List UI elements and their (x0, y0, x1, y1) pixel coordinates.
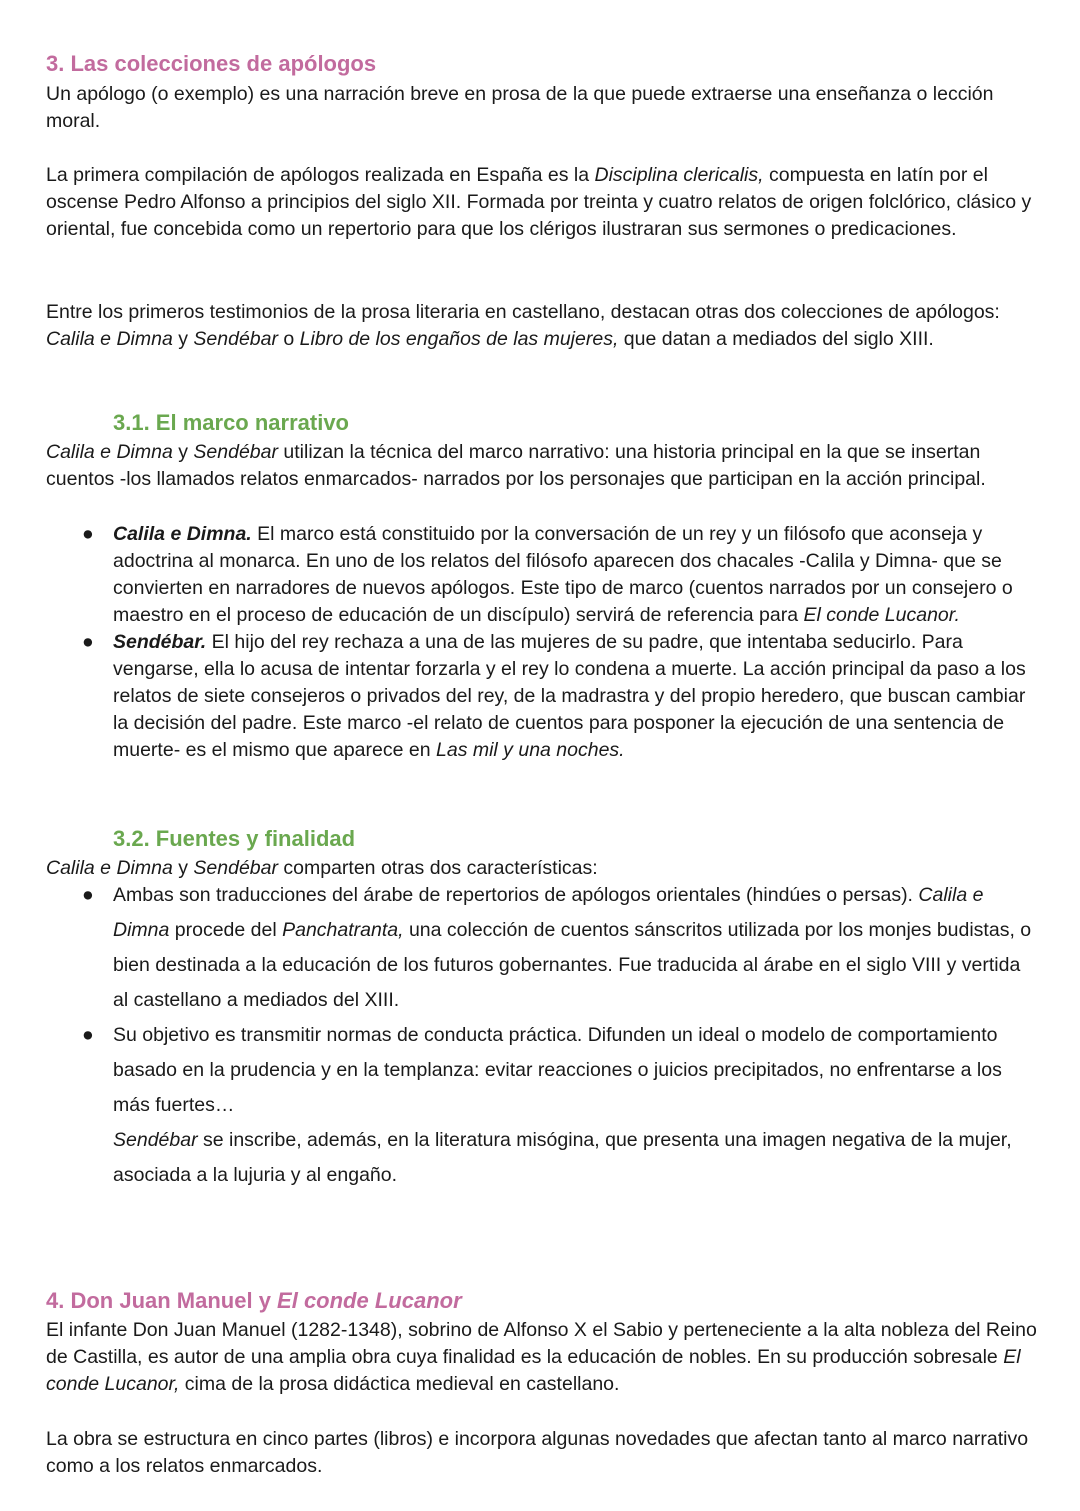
section-3-2-intro: Calila e Dimna y Sendébar comparten otras dos características: (46, 857, 598, 879)
list-item: ● Su objetivo es transmitir normas de conducta práctica. Difunden un ideal o modelo de comportamiento basado en la prudencia y en la templanza: evitar reacciones o juicios precipitados, no enfrentarse a los más fuertes… Sendébar se inscribe, además, en la literatura misógina, que presenta una imagen negativa de la mujer, asociada a la lujuria y al engaño. (46, 1018, 1036, 1193)
bullet-icon: ● (82, 884, 94, 906)
bullet-icon: ● (82, 523, 94, 545)
section-3-paragraph-3: Entre los primeros testimonios de la prosa literaria en castellano, destacan otras dos colecciones de apólogos: Calila e Dimna y Sendébar o Libro de los engaños de las mujeres, que datan a mediados del siglo XIII. (46, 301, 1000, 350)
section-3-1-bullet-list (46, 521, 1036, 764)
section-3-paragraph-2: La primera compilación de apólogos realizada en España es la Disciplina clericalis, compuesta en latín por el oscense Pedro Alfonso a principios del siglo XII. Formada por treinta y cuatro relatos de origen folclórico, clásico y oriental, fue concebida como un repertorio para que los clérigos ilustraran sus sermones o predicaciones. (46, 164, 1032, 240)
section-3-1-intro: Calila e Dimna y Sendébar utilizan la técnica del marco narrativo: una historia principal en la que se insertan cuentos -los llamados relatos enmarcados- narrados por los personajes que participan en la acción principal. (46, 441, 986, 490)
bullet-icon: ● (82, 1024, 94, 1046)
section-4-paragraph-1: El infante Don Juan Manuel (1282-1348), sobrino de Alfonso X el Sabio y perteneciente a la alta nobleza del Reino de Castilla, es autor de una amplia obra cuya finalidad es la educación de nobles. En su producción sobresale El conde Lucanor, cima de la prosa didáctica medieval en castellano. (46, 1319, 1037, 1395)
section-4-paragraph-2: La obra se estructura en cinco partes (libros) e incorpora algunas novedades que afectan tanto al marco narrativo como a los relatos enmarcados. (46, 1428, 1029, 1477)
bullet-icon: ● (82, 631, 94, 653)
section-4-heading: 4. Don Juan Manuel y El conde Lucanor (46, 1288, 462, 1313)
list-item: ● Ambas son traducciones del árabe de repertorios de apólogos orientales (hindúes o persas). Calila e Dimna procede del Panchatranta, una colección de cuentos sánscritos utilizada por los monjes budistas, o bien destinada a la educación de los futuros gobernantes. Fue traducida al árabe en el siglo VIII y vertida al castellano a mediados del XIII. (46, 878, 1036, 1018)
section-3-paragraph-1: Un apólogo (o exemplo) es una narración breve en prosa de la que puede extraerse una enseñanza o lección moral. (46, 83, 994, 132)
section-3-1-heading: 3.1. El marco narrativo (113, 410, 349, 435)
list-item: ● Calila e Dimna. El marco está constituido por la conversación de un rey y un filósofo que aconseja y adoctrina al monarca. En uno de los relatos del filósofo aparecen dos chacales -Calila y Dimna- que se convierten en narradores de nuevos apólogos. Este tipo de marco (cuentos narrados por un consejero o maestro en el proceso de educación de un discípulo) servirá de referencia para El conde Lucanor. (82, 523, 1013, 626)
section-3-heading: 3. Las colecciones de apólogos (46, 51, 377, 76)
list-item: ● Sendébar. El hijo del rey rechaza a una de las mujeres de su padre, que intentaba seducirlo. Para vengarse, ella lo acusa de intentar forzarla y el rey lo condena a muerte. La acción principal da paso a los relatos de siete consejeros o privados del rey, de la madrastra y del propio heredero, que buscan cambiar la decisión del padre. Este marco -el relato de cuentos para posponer la ejecución de una sentencia de muerte- es el mismo que aparece en Las mil y una noches. (82, 631, 1026, 761)
section-3-2-heading: 3.2. Fuentes y finalidad (113, 826, 356, 851)
section-3-2-bullet-list (46, 878, 1036, 1193)
